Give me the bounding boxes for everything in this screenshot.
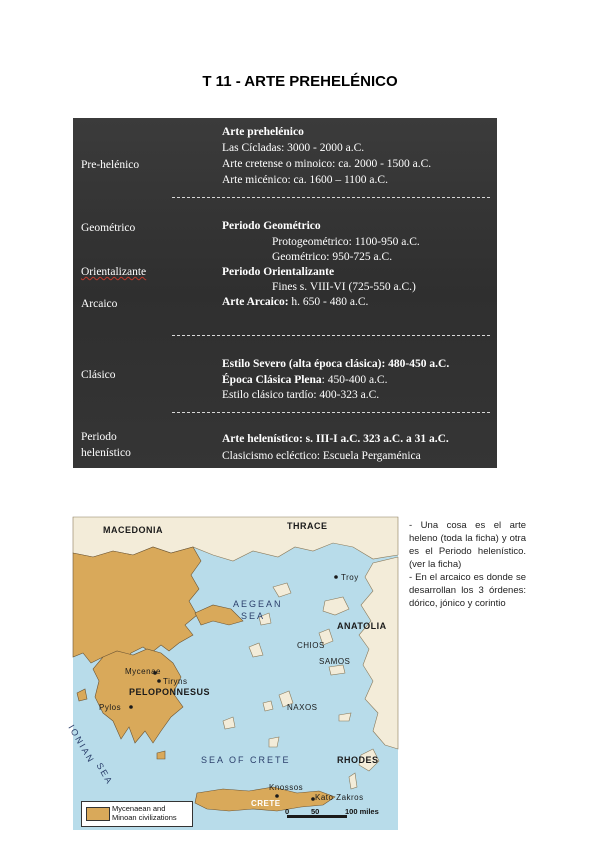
divider [172, 197, 490, 198]
map-label-samos: SAMOS [319, 657, 351, 666]
note-first: - Una cosa es el arte heleno (toda la ficha) y otra es el Periodo helenístico. (ver la ficha) [409, 520, 526, 570]
note-second: - En el arcaico es donde se desarrollan los 3 órdenes: dórico, jónico y corintio [409, 572, 526, 609]
map-label-knossos: Knossos [269, 783, 304, 792]
detail-plena-label: Época Clásica Plena [222, 374, 322, 386]
andros-island [249, 643, 263, 657]
detail-severo: Estilo Severo (alta época clásica): 480-450 a.C. [222, 358, 450, 370]
zakynthos-island [77, 689, 87, 701]
detail-orientalizante-title: Periodo Orientalizante [222, 266, 335, 278]
period-orientalizante: Orientalizante [81, 266, 147, 278]
karpathos-island [349, 773, 357, 789]
map-label-rhodes: RHODES [337, 755, 379, 765]
map-label-aegean: AEGEAN [233, 599, 283, 609]
melos-island [223, 717, 235, 729]
lesbos-island [323, 597, 349, 615]
samos-island [329, 665, 345, 675]
greek-mainland [73, 547, 201, 667]
map-label-aegean-sea: SEA [241, 611, 266, 621]
map-label-mycenae: Mycenae [125, 667, 161, 676]
cythera-island [157, 751, 165, 759]
legend-swatch [86, 807, 110, 821]
period-arcaico: Arcaico [81, 298, 118, 310]
detail-clasicismo: Clasicismo ecléctico: Escuela Pergaménica [222, 450, 421, 462]
anatolia-land [359, 557, 398, 749]
map-label-thrace: THRACE [287, 521, 328, 531]
detail-arcaico-label: Arte Arcaico: [222, 296, 289, 308]
detail-arcaico [222, 295, 368, 310]
detail-cicladas: Las Cícladas: 3000 - 2000 a.C. [222, 142, 365, 154]
period-helenistico-line1: Periodo [81, 431, 117, 443]
map-label-anatolia: ANATOLIA [337, 621, 387, 631]
page-title: T 11 - ARTE PREHELÉNICO [202, 73, 398, 90]
map-label-tiryns: Tiryns [163, 677, 188, 686]
detail-plena [222, 373, 387, 388]
map-label-pylos: Pylos [99, 703, 122, 712]
side-notes [409, 519, 526, 610]
thera-island [269, 737, 279, 747]
map-label-crete: CRETE [251, 799, 281, 808]
divider [172, 335, 490, 336]
period-clasico: Clásico [81, 369, 116, 381]
scale-hundred: 100 miles [345, 807, 379, 816]
detail-geometrico-title: Periodo Geométrico [222, 220, 321, 232]
map-label-troy: Troy [341, 573, 359, 582]
map-legend [81, 801, 193, 827]
map-label-sea-of-crete: SEA OF CRETE [201, 755, 291, 765]
map-label-ionian: IONIAN [66, 723, 97, 766]
detail-prehelenico-title: Arte prehelénico [222, 126, 304, 138]
detail-helenistico-title: Arte helenístico: s. III-I a.C. 323 a.C. a 31 a.C. [222, 433, 449, 445]
detail-cretense: Arte cretense o minoico: ca. 2000 - 1500 a.C. [222, 158, 432, 170]
divider [172, 412, 490, 413]
scale-zero: 0 [285, 807, 290, 816]
tiryns-dot [157, 679, 161, 683]
period-geometrico: Geométrico [81, 222, 136, 234]
detail-tardio: Estilo clásico tardío: 400-323 a.C. [222, 389, 380, 401]
map-label-naxos: NAXOS [287, 703, 318, 712]
detail-orientalizante-range: Fines s. VIII-VI (725-550 a.C.) [272, 281, 416, 293]
paros-island [263, 701, 273, 711]
pylos-dot [129, 705, 133, 709]
detail-geometrico-range: Geométrico: 950-725 a.C. [272, 251, 393, 263]
lemnos-island [273, 583, 291, 597]
scale-fifty: 50 [311, 807, 320, 816]
period-prehelenico: Pre-helénico [81, 159, 140, 171]
detail-plena-range: : 450-400 a.C. [321, 374, 388, 386]
map-label-kato-zakros: Kato Zakros [315, 793, 364, 802]
map-label-ionian-sea: SEA [94, 761, 116, 787]
knossos-dot [275, 794, 279, 798]
map-graphic [73, 517, 398, 830]
map-label-peloponnesus: PELOPONNESUS [129, 687, 211, 697]
period-helenistico-line2: helenístico [81, 447, 131, 459]
troy-dot [334, 575, 338, 579]
legend-text: Mycenaean and Minoan civilizations [112, 804, 177, 822]
timeline-table [73, 118, 497, 468]
cos-island [339, 713, 351, 721]
map-label-chios: CHIOS [297, 641, 325, 650]
detail-arcaico-range: h. 650 - 480 a.C. [288, 296, 369, 308]
detail-micenico: Arte micénico: ca. 1600 – 1100 a.C. [222, 174, 388, 186]
map-of-aegean [66, 517, 398, 830]
detail-protogeometrico: Protogeométrico: 1100-950 a.C. [272, 236, 420, 248]
map-label-macedonia: MACEDONIA [103, 525, 163, 535]
